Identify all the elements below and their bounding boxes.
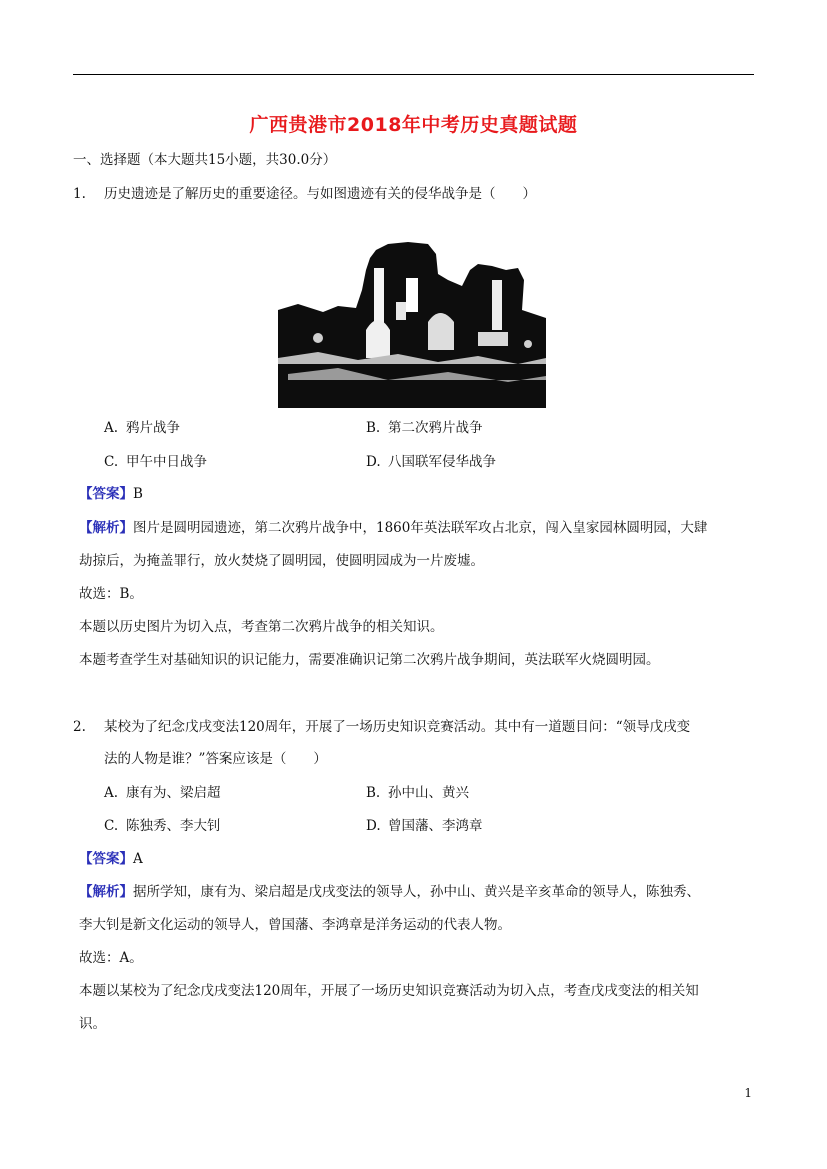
- q1-conclusion: 故选：B。: [79, 586, 143, 602]
- q2-option-c[interactable]: [104, 816, 221, 836]
- q1-answer: [79, 484, 143, 504]
- q2-option-b-text: 孙中山、黄兴: [388, 785, 469, 801]
- yuanmingyuan-ruins-photo: [278, 240, 546, 408]
- q2-note-1: 本题以某校为了纪念戊戌变法120周年，开展了一场历史知识竞赛活动为切入点，考查戊戌变法的相关知: [79, 983, 699, 999]
- q1-analysis-line-1: [79, 518, 707, 538]
- q1-number: 1.: [73, 186, 86, 202]
- q2-answer: [79, 849, 143, 869]
- q2-option-c-letter: C.: [104, 818, 119, 834]
- q2-stem-line-1: 某校为了纪念戊戌变法120周年，开展了一场历史知识竞赛活动。其中有一道题目问：“领导戊戌变: [104, 719, 691, 735]
- q2-answer-label: 【答案】: [79, 851, 133, 867]
- header-rule: [73, 74, 754, 75]
- q1-option-b-text: 第二次鸦片战争: [388, 420, 483, 436]
- q1-option-a-letter: A.: [104, 420, 119, 436]
- q2-option-b-letter: B.: [366, 785, 381, 801]
- q1-option-b-letter: B.: [366, 420, 381, 436]
- q1-note-2: 本题考查学生对基础知识的识记能力，需要准确识记第二次鸦片战争期间，英法联军火烧圆明园。: [79, 652, 660, 668]
- q1-option-a-text: 鸦片战争: [126, 420, 180, 436]
- q1-option-d[interactable]: [366, 452, 496, 472]
- q2-analysis-line-2: 李大钊是新文化运动的领导人，曾国藩、李鸿章是洋务运动的代表人物。: [79, 917, 511, 933]
- q2-stem-line-2: 法的人物是谁？”答案应该是（ ）: [104, 751, 327, 767]
- page-title: 广西贵港市2018年中考历史真题试题: [249, 114, 578, 136]
- q2-option-c-text: 陈独秀、李大钊: [126, 818, 221, 834]
- page-number: 1: [744, 1086, 752, 1100]
- q2-option-a[interactable]: [104, 783, 221, 803]
- q1-answer-value: B: [133, 486, 143, 502]
- q1-option-c-text: 甲午中日战争: [126, 454, 207, 470]
- q2-option-a-text: 康有为、梁启超: [126, 785, 221, 801]
- q1-option-d-text: 八国联军侵华战争: [388, 454, 496, 470]
- q1-analysis-label: 【解析】: [79, 520, 133, 536]
- q1-stem: 历史遗迹是了解历史的重要途径。与如图遗迹有关的侵华战争是（ ）: [104, 186, 536, 202]
- q2-analysis-line-1: [79, 882, 700, 902]
- q2-analysis-label: 【解析】: [79, 884, 133, 900]
- q1-answer-label: 【答案】: [79, 486, 133, 502]
- q2-option-d-letter: D.: [366, 818, 381, 834]
- q1-analysis-text-1: 图片是圆明园遗迹，第二次鸦片战争中，1860年英法联军攻占北京，闯入皇家园林圆明园，大肆: [133, 520, 708, 536]
- q1-option-a[interactable]: [104, 418, 180, 438]
- q1-analysis-line-2: 劫掠后，为掩盖罪行，放火焚烧了圆明园，使圆明园成为一片废墟。: [79, 553, 484, 569]
- q2-option-d[interactable]: [366, 816, 483, 836]
- q2-analysis-text-1: 据所学知，康有为、梁启超是戊戌变法的领导人，孙中山、黄兴是辛亥革命的领导人，陈独秀、: [133, 884, 700, 900]
- q2-note-2: 识。: [79, 1016, 106, 1032]
- q1-option-d-letter: D.: [366, 454, 381, 470]
- q2-option-d-text: 曾国藩、李鸿章: [388, 818, 483, 834]
- q1-option-c-letter: C.: [104, 454, 119, 470]
- q2-answer-value: A: [133, 851, 143, 867]
- q2-number: 2.: [73, 719, 86, 735]
- q2-conclusion: 故选：A。: [79, 950, 143, 966]
- q1-option-b[interactable]: [366, 418, 483, 438]
- section-heading: 一、选择题（本大题共15小题，共30.0分）: [73, 152, 337, 168]
- q2-option-b[interactable]: [366, 783, 469, 803]
- q2-option-a-letter: A.: [104, 785, 119, 801]
- q1-option-c[interactable]: [104, 452, 207, 472]
- q1-note-1: 本题以历史图片为切入点，考查第二次鸦片战争的相关知识。: [79, 619, 444, 635]
